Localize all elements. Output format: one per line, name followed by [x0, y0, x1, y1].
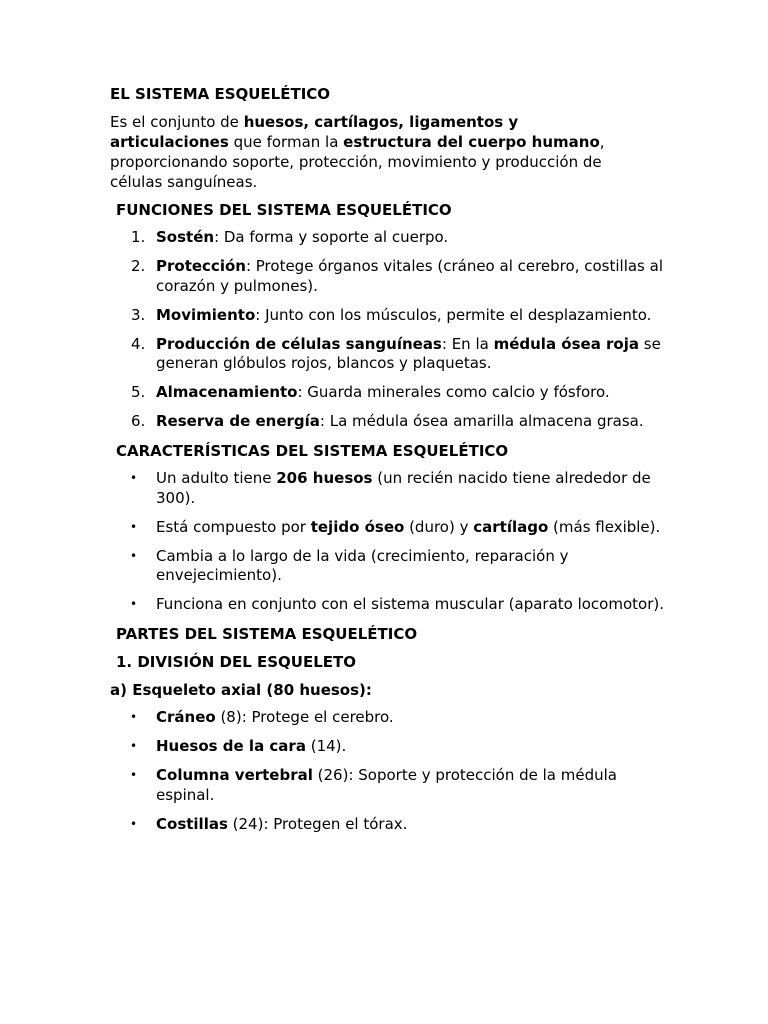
item-bold: Movimiento — [156, 305, 256, 324]
item-bold: Cráneo — [156, 708, 216, 726]
list-item — [110, 383, 670, 403]
axial-list — [110, 708, 668, 834]
partes-heading: PARTES DEL SISTEMA ESQUELÉTICO — [116, 625, 418, 643]
item-text: (duro) y — [404, 517, 474, 536]
bullet-icon: • — [130, 816, 138, 831]
axial-heading: a) Esqueleto axial (80 huesos): — [110, 681, 372, 699]
caracteristicas-heading: CARACTERÍSTICAS DEL SISTEMA ESQUELÉTICO — [116, 442, 509, 460]
item-number: 4. — [131, 334, 146, 353]
item-text: (14). — [305, 737, 347, 755]
bullet-icon: • — [130, 471, 138, 485]
list-item — [110, 257, 670, 296]
item-text: Cambia a lo largo de la vida (crecimiento, reparación y envejecimiento). — [156, 546, 569, 584]
item-text-2: se generan glóbulos rojos, blancos y plaquetas. — [156, 334, 661, 372]
item-bold: Huesos de la cara — [156, 737, 306, 755]
item-bold: Sostén — [156, 228, 215, 246]
list-item — [110, 306, 670, 326]
item-text: (8): Protege el cerebro. — [215, 708, 394, 726]
bullet-icon: • — [130, 768, 138, 782]
item-text: Un adulto tiene — [156, 469, 277, 487]
item-text: Está compuesto por — [156, 517, 311, 536]
item-text: (24): Protegen el tórax. — [227, 814, 408, 833]
item-text: : En la — [441, 334, 494, 353]
item-text: : Protege órganos vitales (cráneo al cerebro, costillas al corazón y pulmones). — [156, 257, 663, 295]
item-bold: Almacenamiento — [156, 383, 298, 401]
bullet-icon: • — [130, 597, 138, 611]
bullet-icon: • — [130, 710, 138, 724]
bullet-icon: • — [130, 519, 138, 534]
item-bold: tejido óseo — [310, 517, 405, 536]
list-item — [110, 708, 670, 728]
list-item — [110, 335, 670, 374]
item-bold: Columna vertebral — [156, 766, 313, 784]
item-text: (más flexible). — [548, 517, 661, 536]
document-title: EL SISTEMA ESQUELÉTICO — [110, 85, 331, 103]
item-text: : Guarda minerales como calcio y fósforo. — [297, 383, 610, 401]
list-item — [110, 815, 670, 835]
item-text: (un recién nacido tiene alrededor de 300). — [156, 469, 651, 507]
list-item — [110, 469, 670, 508]
list-item — [110, 766, 670, 805]
division-heading: 1. DIVISIÓN DEL ESQUELETO — [116, 653, 356, 671]
item-text: : Da forma y soporte al cuerpo. — [214, 228, 449, 246]
funciones-heading: FUNCIONES DEL SISTEMA ESQUELÉTICO — [116, 201, 452, 219]
list-item — [110, 595, 670, 615]
list-item — [110, 518, 670, 538]
item-number: 6. — [131, 412, 146, 430]
item-text: : Junto con los músculos, permite el desplazamiento. — [255, 305, 652, 324]
item-number: 5. — [131, 383, 146, 401]
intro-text-3: , proporcionando soporte, protección, movimiento y producción de células sanguíneas. — [110, 133, 605, 191]
list-item — [110, 547, 670, 586]
list-item — [110, 412, 670, 432]
item-text: Funciona en conjunto con el sistema muscular (aparato locomotor). — [156, 595, 664, 613]
item-number: 2. — [131, 257, 146, 275]
intro-text-2: que forman la — [228, 133, 344, 151]
intro-paragraph — [110, 112, 630, 192]
item-bold: cartílago — [473, 517, 549, 536]
item-bold: Reserva de energía — [156, 412, 320, 430]
item-bold: 206 huesos — [276, 469, 373, 487]
item-bold-2: médula ósea roja — [493, 334, 640, 353]
item-bold: Producción de células sanguíneas — [156, 334, 442, 353]
intro-text-1: Es el conjunto de — [110, 113, 244, 131]
item-text: (26): Soporte y protección de la médula espinal. — [156, 766, 617, 804]
item-number: 1. — [131, 228, 146, 246]
item-number: 3. — [131, 305, 146, 324]
item-bold: Costillas — [156, 814, 228, 833]
list-item — [110, 228, 670, 248]
intro-bold-1: huesos, cartílagos, ligamentos y articulaciones — [110, 113, 519, 151]
caracteristicas-list — [110, 469, 668, 615]
item-bold: Protección — [156, 257, 246, 275]
bullet-icon: • — [130, 739, 138, 753]
list-item — [110, 737, 670, 757]
bullet-icon: • — [130, 548, 138, 563]
intro-bold-2: estructura del cuerpo humano — [343, 133, 600, 151]
item-text: : La médula ósea amarilla almacena grasa. — [319, 412, 644, 430]
funciones-list — [110, 228, 668, 432]
